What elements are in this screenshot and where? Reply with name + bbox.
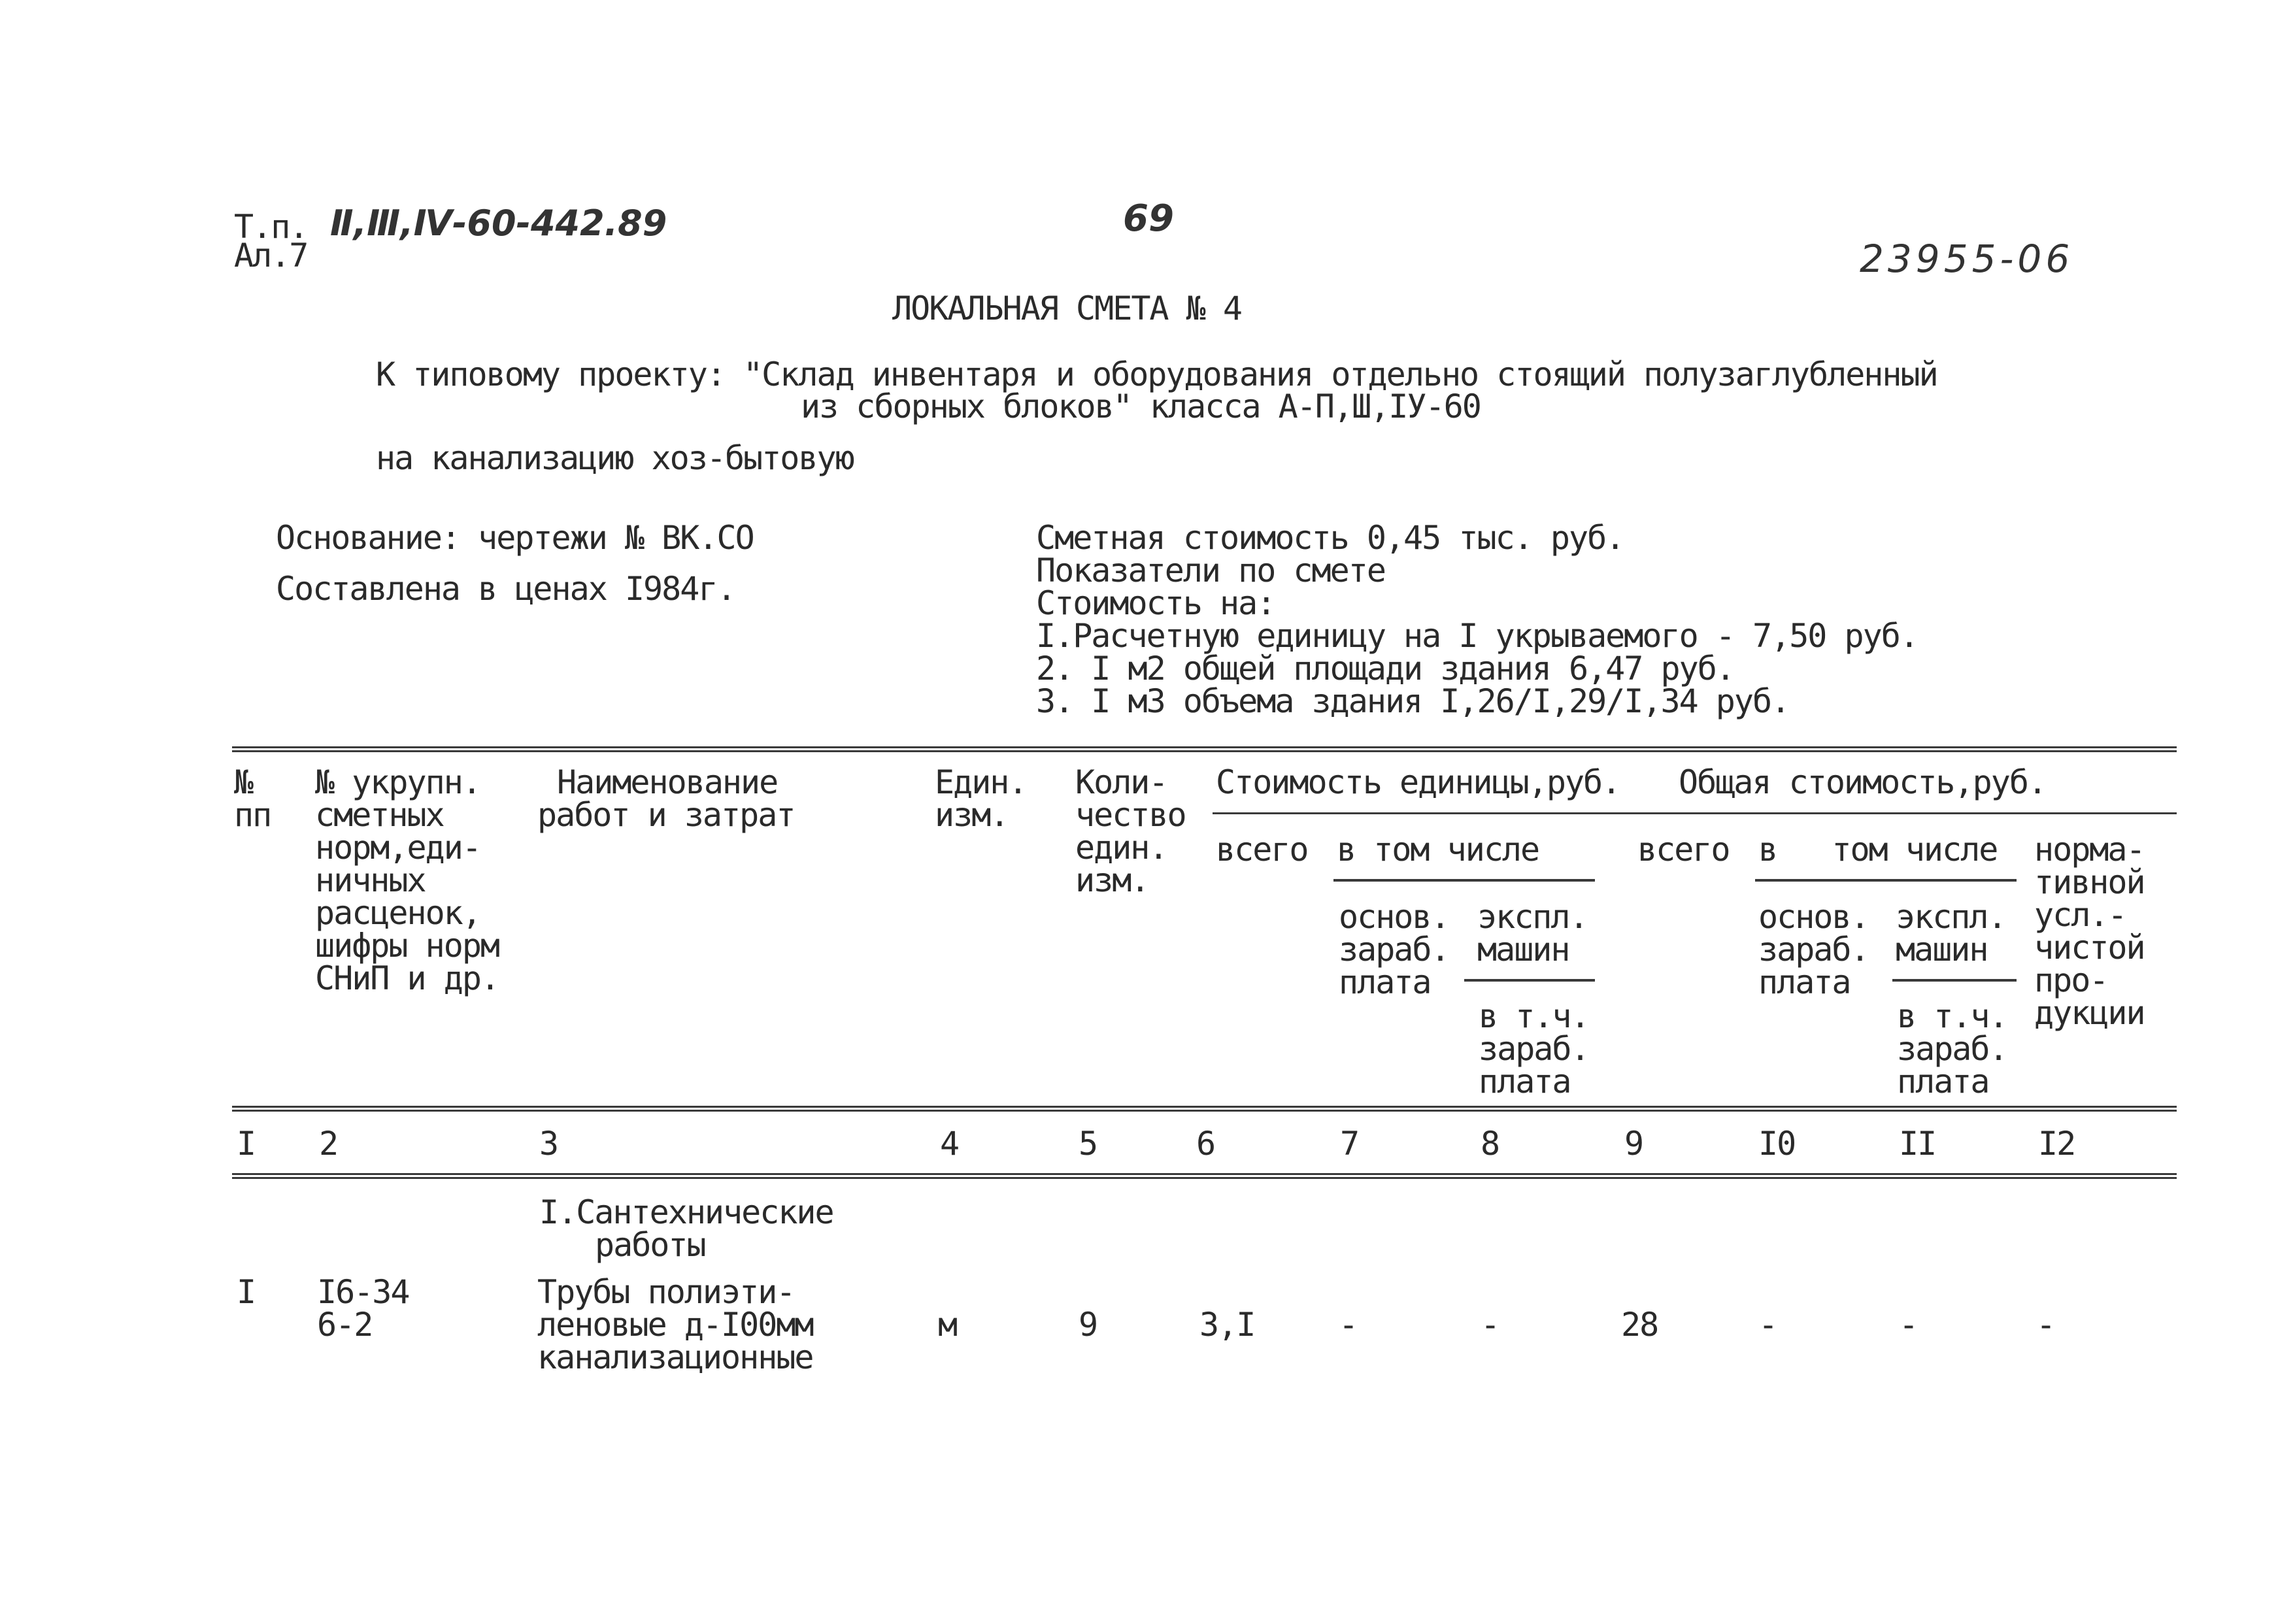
header-text: дукции xyxy=(2034,994,2145,1032)
column-numbers-rule xyxy=(232,1173,2177,1179)
header-text: зараб. xyxy=(1897,1030,2007,1068)
album-label: Ал.7 xyxy=(234,237,308,274)
header-text: изм. xyxy=(1075,861,1149,899)
column-number: 7 xyxy=(1340,1125,1359,1163)
header-text: основ. xyxy=(1339,898,1449,936)
cost-info-line-5: 2. I м2 общей площади здания 6,47 руб. xyxy=(1036,650,1734,688)
header-text: усл.- xyxy=(2034,896,2126,934)
header-text: № укрупн. xyxy=(315,763,480,801)
header-text: плата xyxy=(1758,963,1851,1001)
row-name-text: леновые д-I00мм xyxy=(537,1306,813,1344)
header-text: работ и затрат xyxy=(537,796,795,834)
project-line-2: из сборных блоков" класса А-П,Ш,IУ-60 xyxy=(801,388,1481,425)
row-code xyxy=(317,1273,409,1344)
column-number: 9 xyxy=(1624,1125,1643,1163)
header-text: № xyxy=(234,763,253,801)
header-text: пп xyxy=(234,796,271,834)
normative-header xyxy=(2034,831,2145,1032)
header-text: экспл. xyxy=(1896,898,2006,936)
header-text: шифры норм xyxy=(315,927,499,965)
column-number: 2 xyxy=(319,1125,338,1163)
row-unit-wage: - xyxy=(1339,1306,1358,1344)
total-machine-rule xyxy=(1892,979,2017,982)
column-number: 8 xyxy=(1481,1125,1499,1163)
row-name-text: Трубы полиэти- xyxy=(537,1273,795,1311)
column-number: I2 xyxy=(2038,1125,2075,1163)
total-cost-header: Общая стоимость,руб. xyxy=(1679,763,2047,801)
row-quantity: 9 xyxy=(1079,1306,1097,1344)
column-number: II xyxy=(1899,1125,1936,1163)
column-number: I xyxy=(237,1125,256,1163)
row-name xyxy=(537,1273,813,1376)
header-text: плата xyxy=(1339,963,1431,1001)
row-unit-machine: - xyxy=(1481,1306,1499,1344)
total-subgroup-rule xyxy=(1755,879,2017,882)
unit-incl-header: в том числе xyxy=(1337,831,1539,869)
header-col-3 xyxy=(537,763,795,834)
header-text: плата xyxy=(1897,1063,1989,1101)
section-text: I.Сантехнические xyxy=(539,1193,833,1231)
header-text: Коли- xyxy=(1075,763,1167,801)
header-text: ничных xyxy=(315,861,426,899)
cost-info-line-1: Сметная стоимость 0,45 тыс. руб. xyxy=(1036,519,1624,557)
row-normative: - xyxy=(2036,1306,2055,1344)
header-text: основ. xyxy=(1758,898,1869,936)
header-text: СНиП и др. xyxy=(315,959,499,997)
estimate-subject: на канализацию хоз-бытовую xyxy=(376,439,854,477)
total-wage-header xyxy=(1758,898,1869,1001)
cost-info-line-2: Показатели по смете xyxy=(1036,552,1385,589)
header-text: машин xyxy=(1896,931,1988,969)
row-name-text: канализационные xyxy=(537,1338,813,1376)
header-text: норма- xyxy=(2034,831,2145,869)
header-text: про- xyxy=(2034,961,2108,999)
header-text: изм. xyxy=(935,796,1009,834)
column-number: 3 xyxy=(539,1125,558,1163)
total-machine-header xyxy=(1896,898,2006,969)
column-number: 5 xyxy=(1079,1125,1097,1163)
header-text: чество xyxy=(1075,796,1186,834)
column-number: 4 xyxy=(940,1125,959,1163)
row-number: I xyxy=(237,1273,256,1311)
document-number: 23955-06 xyxy=(1860,237,2074,281)
row-total: 28 xyxy=(1621,1306,1658,1344)
row-code-text: 6-2 xyxy=(317,1306,373,1344)
total-incl-header: в том числе xyxy=(1758,831,1998,869)
page-number: 69 xyxy=(1123,197,1174,240)
header-text: машин xyxy=(1477,931,1569,969)
row-unit-total: 3,I xyxy=(1199,1306,1255,1344)
header-text: зараб. xyxy=(1339,931,1449,969)
header-text: в т.ч. xyxy=(1479,997,1589,1035)
header-col-2 xyxy=(315,763,499,997)
cost-group-rule xyxy=(1213,812,2177,814)
header-col-4 xyxy=(935,763,1027,834)
unit-machine-rule xyxy=(1464,979,1595,982)
row-total-wage: - xyxy=(1758,1306,1777,1344)
basis-text: Основание: чертежи № ВК.СО xyxy=(276,519,754,557)
unit-wage-header xyxy=(1339,898,1449,1001)
code-prefix: Т.п. xyxy=(234,208,308,246)
header-text: плата xyxy=(1479,1063,1571,1101)
header-text: тивной xyxy=(2034,863,2145,901)
header-text: сметных xyxy=(315,796,444,834)
row-unit: м xyxy=(938,1306,957,1344)
header-bottom-rule xyxy=(232,1106,2177,1112)
total-machine-wage-header xyxy=(1897,997,2007,1101)
unit-machine-wage-header xyxy=(1479,997,1589,1101)
row-code-text: I6-34 xyxy=(317,1273,409,1311)
header-text: в т.ч. xyxy=(1897,997,2007,1035)
project-line-1: К типовому проекту: "Склад инвентаря и оборудования отдельно стоящий полузаглубленный xyxy=(376,356,1937,393)
header-text: зараб. xyxy=(1479,1030,1589,1068)
unit-total-header: всего xyxy=(1216,831,1308,869)
cost-info-line-3: Стоимость на: xyxy=(1036,584,1275,622)
unit-machine-header xyxy=(1477,898,1588,969)
unit-cost-header: Стоимость единицы,руб. xyxy=(1216,763,1620,801)
row-total-machine: - xyxy=(1899,1306,1918,1344)
column-number: I0 xyxy=(1758,1125,1796,1163)
header-col-5 xyxy=(1075,763,1186,899)
header-text: норм,еди- xyxy=(315,829,480,867)
code-handwritten: Ⅱ,Ⅲ,Ⅳ-60-442.89 xyxy=(330,203,667,244)
header-text: зараб. xyxy=(1758,931,1869,969)
section-title xyxy=(539,1193,833,1264)
unit-subgroup-rule xyxy=(1333,879,1595,882)
header-text: един. xyxy=(1075,829,1167,867)
page-title: ЛОКАЛЬНАЯ СМЕТА № 4 xyxy=(892,290,1241,327)
header-text: Един. xyxy=(935,763,1027,801)
header-text: расценок, xyxy=(315,894,480,932)
section-text: работы xyxy=(595,1226,705,1264)
header-text: Наименование xyxy=(557,763,778,801)
column-number: 6 xyxy=(1196,1125,1215,1163)
header-col-1 xyxy=(234,763,271,834)
cost-info-line-6: 3. I м3 объема здания I,26/I,29/I,34 руб. xyxy=(1036,682,1790,720)
header-text: чистой xyxy=(2034,929,2145,967)
cost-info-line-4: I.Расчетную единицу на I укрываемого - 7,50 руб. xyxy=(1036,617,1918,655)
total-total-header: всего xyxy=(1637,831,1730,869)
table-top-rule xyxy=(232,746,2177,752)
prices-text: Составлена в ценах I984г. xyxy=(276,570,735,608)
header-text: экспл. xyxy=(1477,898,1588,936)
